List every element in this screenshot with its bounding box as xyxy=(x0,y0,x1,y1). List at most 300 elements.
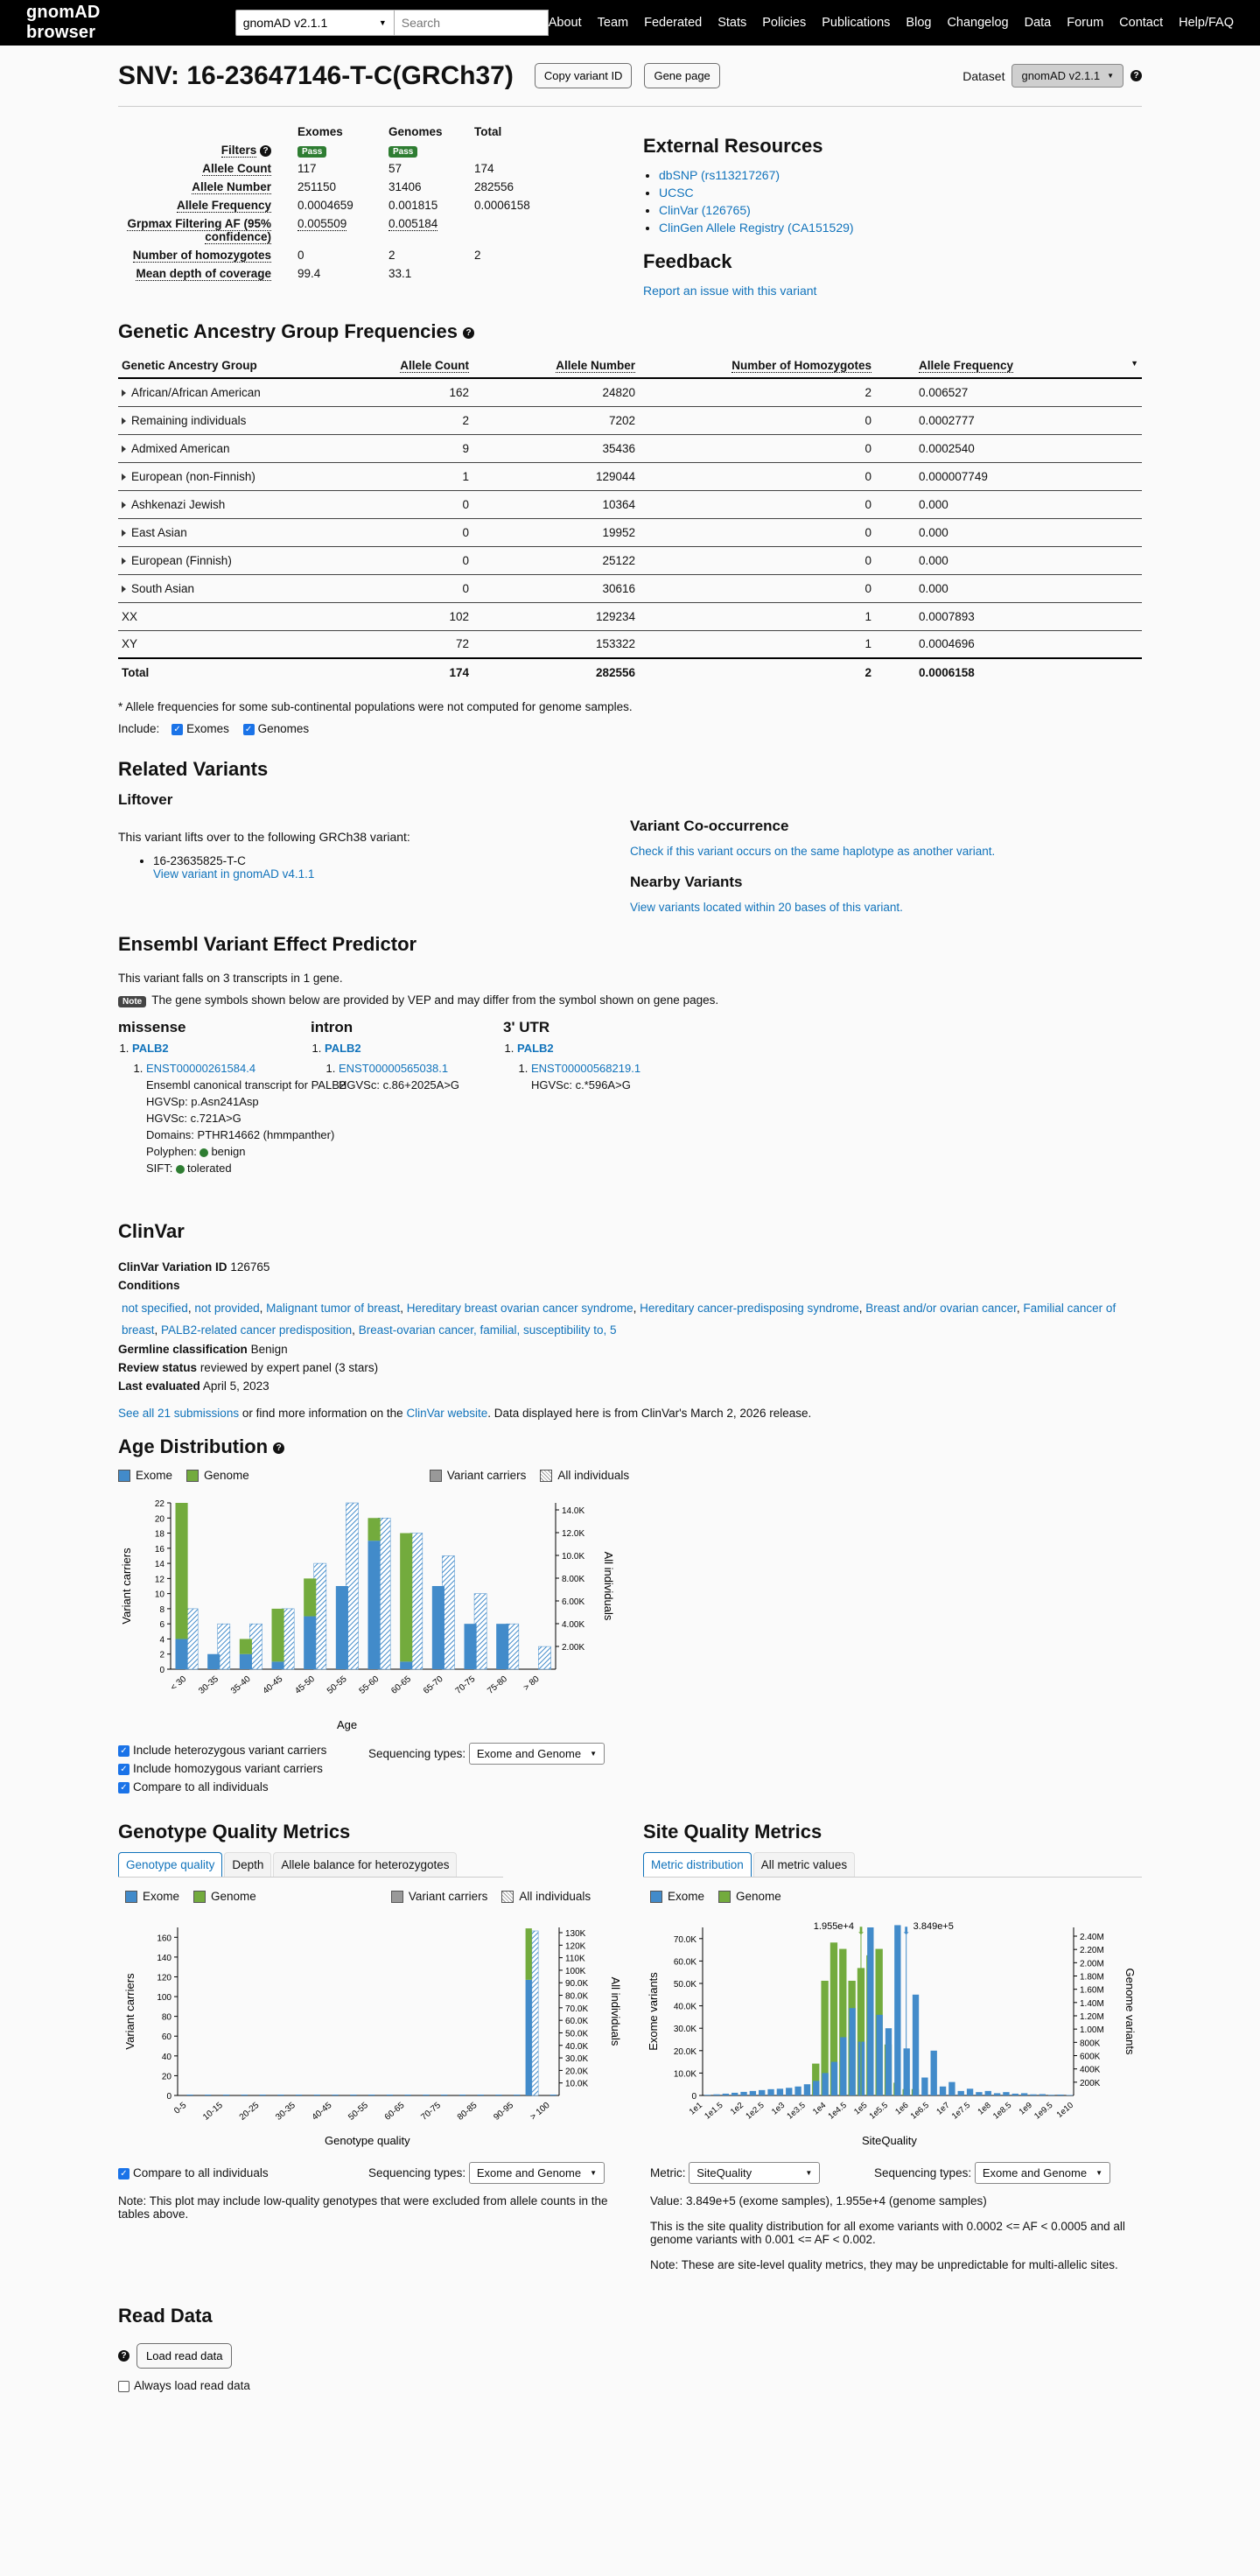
table-row[interactable] xyxy=(118,378,1142,406)
external-link[interactable]: ClinVar (126765) xyxy=(659,203,751,217)
exome-bar xyxy=(822,2073,828,2095)
ancestry-group-name: South Asian xyxy=(131,581,195,595)
condition-link[interactable]: Breast and/or ovarian cancer xyxy=(865,1302,1017,1315)
utr-transcript-link[interactable]: ENST00000568219.1 xyxy=(531,1062,641,1075)
exome-bar xyxy=(886,2028,892,2095)
tab-metric-distribution[interactable]: Metric distribution xyxy=(643,1852,752,1877)
help-icon[interactable]: ? xyxy=(118,2350,130,2362)
load-read-data-button[interactable]: Load read data xyxy=(136,2343,232,2369)
y-tick-label: 16 xyxy=(154,1544,164,1555)
dataset-dropdown[interactable] xyxy=(1012,64,1124,88)
dataset-selector xyxy=(962,64,1142,88)
chevron-down-icon: ▼ xyxy=(805,2169,813,2177)
nav-link-publications[interactable]: Publications xyxy=(822,16,891,30)
y-tick-label: 0 xyxy=(691,2092,696,2102)
tab-depth[interactable]: Depth xyxy=(224,1852,271,1877)
condition-link[interactable]: Breast-ovarian cancer, familial, susceptibility to, 5 xyxy=(358,1323,617,1337)
age-compare-checkbox[interactable]: ✓ xyxy=(118,1782,130,1793)
sq-seq-select[interactable] xyxy=(975,2162,1110,2184)
exome-bar xyxy=(767,2089,774,2095)
external-link[interactable]: UCSC xyxy=(659,186,694,200)
gq-title: Genotype Quality Metrics xyxy=(118,1821,351,1843)
y2-tick-label: 120K xyxy=(565,1941,586,1952)
nav-link-federated[interactable]: Federated xyxy=(644,16,703,30)
tab-all-metric-values[interactable]: All metric values xyxy=(753,1852,855,1877)
x-tick-label: 20-25 xyxy=(237,2100,262,2123)
summary-total-value: 282556 xyxy=(474,180,514,193)
table-row[interactable] xyxy=(118,434,1142,462)
x-tick-label: 75-80 xyxy=(486,1674,509,1696)
y-tick-label: 70.0K xyxy=(673,1934,696,1945)
y2-tick-label: 2.00M xyxy=(1080,1959,1104,1969)
help-icon[interactable]: ? xyxy=(463,327,474,339)
exome-bar xyxy=(526,1980,532,2095)
ancestry-group-name: Ashkenazi Jewish xyxy=(131,497,226,511)
y2-tick-label: 1.20M xyxy=(1080,2012,1104,2022)
clinvar-title: ClinVar xyxy=(118,1220,185,1242)
exome-bar xyxy=(207,1654,220,1669)
ancestry-allele-frequency: 0.0002540 xyxy=(875,434,1142,462)
summary-row-label: Grpmax Filtering AF (95% confidence) xyxy=(127,217,271,243)
legend-carriers: Variant carriers xyxy=(408,1890,488,1903)
nav-link-contact[interactable]: Contact xyxy=(1119,16,1164,30)
report-issue-link[interactable]: Report an issue with this variant xyxy=(643,284,817,298)
ancestry-allele-count: 72 xyxy=(372,630,472,658)
x-tick-label: 1e9.5 xyxy=(1032,2100,1055,2122)
hom-checkbox[interactable]: ✓ xyxy=(118,1764,130,1775)
ancestry-allele-count: 1 xyxy=(372,462,472,490)
exome-bar xyxy=(1003,2092,1009,2095)
summary-col-genomes: Genomes xyxy=(388,125,443,138)
summary-row xyxy=(118,178,544,196)
marker-label: 1.955e+4 xyxy=(813,1921,854,1932)
nav-link-policies[interactable]: Policies xyxy=(762,16,807,30)
evaluated-value: April 5, 2023 xyxy=(202,1379,270,1393)
chevron-down-icon: ▼ xyxy=(590,2169,598,2177)
chevron-down-icon: ▼ xyxy=(590,1750,598,1758)
x-tick-label: 10-15 xyxy=(201,2100,225,2123)
sq-legend xyxy=(643,1890,1151,1903)
exome-bar xyxy=(732,2093,738,2095)
age-seq-select[interactable] xyxy=(469,1743,605,1765)
carriers-swatch xyxy=(391,1891,403,1903)
tolerated-dot-icon xyxy=(176,1165,185,1174)
nav-link-about[interactable]: About xyxy=(548,16,582,30)
y2-tick-label: 2.40M xyxy=(1080,1933,1104,1942)
col-allele-number[interactable] xyxy=(472,354,639,378)
missense-transcript-link[interactable]: ENST00000261584.4 xyxy=(146,1062,256,1075)
table-row[interactable] xyxy=(118,490,1142,518)
y-tick-label: 30.0K xyxy=(673,2025,696,2035)
liftover-variant-item xyxy=(153,854,630,881)
summary-row-label: Number of homozygotes xyxy=(132,249,271,262)
chevron-down-icon: ▼ xyxy=(1107,72,1114,80)
x-tick-label: 1e8 xyxy=(976,2100,993,2117)
evaluated-label: Last evaluated xyxy=(118,1379,200,1393)
clinvar-website-link[interactable]: ClinVar website xyxy=(406,1407,488,1420)
col-homozygotes-label: Number of Homozygotes xyxy=(732,359,872,372)
legend-exome: Exome xyxy=(668,1890,705,1903)
y2-tick-label: 14.0K xyxy=(562,1506,585,1516)
x-tick-label: 35-40 xyxy=(228,1674,253,1696)
gq-seq-label: Sequencing types: xyxy=(368,2166,466,2179)
see-all-submissions-link[interactable]: See all 21 submissions xyxy=(118,1407,240,1420)
table-row xyxy=(118,602,1142,630)
exome-bar xyxy=(967,2088,973,2095)
intron-gene-link[interactable]: PALB2 xyxy=(325,1042,361,1055)
gq-compare-checkbox[interactable]: ✓ xyxy=(118,2168,130,2179)
dataset-dropdown-value: gnomAD v2.1.1 xyxy=(1021,69,1101,82)
view-v4-link[interactable]: View variant in gnomAD v4.1.1 xyxy=(153,867,315,881)
germline-value: Benign xyxy=(250,1343,288,1356)
y2-tick-label: 2.00K xyxy=(562,1643,585,1653)
expand-caret-icon[interactable] xyxy=(122,502,126,509)
y2-tick-label: 20.0K xyxy=(565,2067,589,2077)
exome-bar xyxy=(804,2084,810,2095)
pass-badge: Pass xyxy=(298,146,326,158)
help-icon[interactable]: ? xyxy=(1130,70,1142,81)
ancestry-allele-frequency: 0.000 xyxy=(875,518,1142,546)
x-tick-label: 70-75 xyxy=(419,2100,443,2123)
ancestry-group-name: East Asian xyxy=(131,525,187,539)
nav-link-forum[interactable]: Forum xyxy=(1067,16,1104,30)
genome-bar xyxy=(272,1609,284,1661)
gq-legend xyxy=(118,1890,643,1903)
ancestry-section xyxy=(118,320,1142,735)
nearby-variants-link[interactable]: View variants located within 20 bases of this variant. xyxy=(630,901,903,914)
metric-label: Metric: xyxy=(650,2166,686,2179)
external-link-item xyxy=(659,221,854,235)
expand-caret-icon[interactable] xyxy=(122,390,126,397)
include-genomes-checkbox[interactable]: ✓ xyxy=(243,724,255,735)
top-nav xyxy=(0,0,1260,46)
legend-genome: Genome xyxy=(211,1890,256,1903)
y-tick-label: 140 xyxy=(157,1953,172,1963)
legend-carriers: Variant carriers xyxy=(446,1469,527,1482)
sq-note: Note: These are site-level quality metrics, they may be unpredictable for multi-allelic sites. xyxy=(650,2258,1118,2271)
y-tick-label: 18 xyxy=(154,1529,164,1540)
ancestry-group-name: African/African American xyxy=(131,385,261,399)
exome-bar xyxy=(976,2092,982,2095)
summary-exomes-value: 99.4 xyxy=(298,267,321,280)
external-links-list xyxy=(643,168,854,235)
external-resources xyxy=(643,123,854,298)
x-axis-label: Age xyxy=(337,1718,358,1731)
sift-value: tolerated xyxy=(186,1162,232,1175)
tab-allele-balance[interactable]: Allele balance for heterozygotes xyxy=(273,1852,457,1877)
table-row[interactable] xyxy=(118,574,1142,602)
y-tick-label: 20 xyxy=(161,2072,172,2082)
variant-header xyxy=(118,46,1142,107)
ancestry-allele-frequency: 0.000 xyxy=(875,574,1142,602)
chevron-down-icon: ▼ xyxy=(1096,2169,1103,2177)
summary-row xyxy=(118,246,544,264)
legend-genome: Genome xyxy=(736,1890,781,1903)
expand-caret-icon[interactable] xyxy=(122,530,126,537)
summary-genomes-value: 0.001815 xyxy=(388,199,438,212)
summary-total-value: 2 xyxy=(474,249,481,262)
exome-bar xyxy=(368,1541,381,1669)
missense-title: missense xyxy=(118,1019,186,1035)
summary-genomes-value: 57 xyxy=(388,162,402,175)
ancestry-homozygotes: 0 xyxy=(639,574,875,602)
tab-genotype-quality[interactable]: Genotype quality xyxy=(118,1852,222,1877)
total-homozygotes: 2 xyxy=(639,658,875,686)
y2-tick-label: 50.0K xyxy=(565,2029,589,2039)
exome-bar xyxy=(867,1927,873,2095)
summary-row xyxy=(118,264,544,283)
all-individuals-bar xyxy=(532,1931,538,2095)
x-tick-label: 50-55 xyxy=(346,2100,370,2123)
total-allele-count: 174 xyxy=(372,658,472,686)
y-tick-label: 50.0K xyxy=(673,1980,696,1990)
y-tick-label: 60.0K xyxy=(673,1957,696,1968)
vep-intron xyxy=(311,1019,503,1176)
genotype-quality-chart xyxy=(118,1906,643,2153)
total-label: Total xyxy=(118,658,372,686)
exome-bar xyxy=(786,2088,792,2095)
nav-link-changelog[interactable]: Changelog xyxy=(947,16,1009,30)
external-link[interactable]: dbSNP (rs113217267) xyxy=(659,168,780,182)
exome-bar xyxy=(740,2092,746,2095)
missense-line: HGVSc: c.721A>G xyxy=(146,1112,242,1125)
y2-tick-label: 4.00K xyxy=(562,1620,585,1630)
gq-tabs xyxy=(118,1852,503,1878)
x-tick-label: 1e1 xyxy=(687,2100,704,2117)
y2-tick-label: 100K xyxy=(565,1966,586,1976)
nav-link-help-faq[interactable]: Help/FAQ xyxy=(1179,16,1234,30)
page-content xyxy=(118,46,1142,2392)
y-tick-label: 10 xyxy=(154,1590,164,1600)
ancestry-allele-frequency: 0.0002777 xyxy=(875,406,1142,434)
condition-link[interactable]: Hereditary cancer-predisposing syndrome xyxy=(640,1302,859,1315)
missense-line: Ensembl canonical transcript for PALB2 xyxy=(146,1078,346,1091)
ancestry-homozygotes: 0 xyxy=(639,462,875,490)
table-row[interactable] xyxy=(118,518,1142,546)
y-tick-label: 6 xyxy=(159,1620,164,1631)
age-compare-label: Compare to all individuals xyxy=(133,1780,269,1793)
y2-tick-label: 40.0K xyxy=(565,2041,589,2052)
col-allele-count-label: Allele Count xyxy=(400,359,469,372)
gq-note: Note: This plot may include low-quality genotypes that were excluded from allele counts in the tables above. xyxy=(118,2194,608,2221)
ancestry-group-name: European (non-Finnish) xyxy=(131,469,256,483)
utr-gene-link[interactable]: PALB2 xyxy=(517,1042,554,1055)
read-data-title: Read Data xyxy=(118,2305,213,2327)
help-icon[interactable]: ? xyxy=(260,145,271,157)
brand-logo[interactable]: gnomAD browser xyxy=(26,3,101,42)
table-row[interactable] xyxy=(118,462,1142,490)
x-tick-label: 0-5 xyxy=(172,2100,189,2116)
condition-link[interactable]: PALB2-related cancer predisposition xyxy=(161,1323,353,1337)
intron-transcript-link[interactable]: ENST00000565038.1 xyxy=(339,1062,449,1075)
clinvar-id-label: ClinVar Variation ID xyxy=(118,1260,228,1274)
include-filters xyxy=(118,722,1142,735)
exome-bar xyxy=(304,1617,316,1669)
chevron-down-icon: ▼ xyxy=(378,18,387,27)
site-quality-chart xyxy=(643,1906,1151,2153)
gq-seq-select[interactable] xyxy=(469,2162,605,2184)
ancestry-title xyxy=(118,320,1142,343)
y2-tick-label: 1.80M xyxy=(1080,1972,1104,1983)
summary-row xyxy=(118,159,544,178)
summary-row xyxy=(118,214,544,246)
col-ancestry-group[interactable]: Genetic Ancestry Group xyxy=(118,354,372,378)
condition-link[interactable]: Familial cancer of breast xyxy=(122,1302,1116,1337)
y-axis-label: Exome variants xyxy=(647,1972,660,2051)
y-tick-label: 8 xyxy=(159,1604,164,1615)
col-allele-number-label: Allele Number xyxy=(556,359,635,372)
summary-col-exomes: Exomes xyxy=(298,125,343,138)
y-tick-label: 0 xyxy=(159,1666,164,1675)
y2-tick-label: 1.40M xyxy=(1080,1998,1104,2009)
pass-badge: Pass xyxy=(388,146,417,158)
exome-bar xyxy=(400,1661,412,1669)
table-row[interactable] xyxy=(118,406,1142,434)
condition-link[interactable]: not provided xyxy=(194,1302,260,1315)
col-allele-count[interactable] xyxy=(372,354,472,378)
x-tick-label: 1e1.5 xyxy=(703,2100,725,2122)
condition-link[interactable]: Malignant tumor of breast xyxy=(266,1302,401,1315)
gene-page-button[interactable]: Gene page xyxy=(644,63,719,88)
all-individuals-swatch xyxy=(501,1891,514,1903)
ancestry-title-text: Genetic Ancestry Group Frequencies xyxy=(118,320,458,342)
col-homozygotes[interactable] xyxy=(639,354,875,378)
utr-hgvsc: HGVSc: c.*596A>G xyxy=(531,1078,631,1091)
nav-link-blog[interactable]: Blog xyxy=(906,16,932,30)
legend-all: All individuals xyxy=(519,1890,592,1903)
always-load-checkbox[interactable] xyxy=(118,2381,130,2392)
expand-caret-icon[interactable] xyxy=(122,418,126,425)
ancestry-group-name: XY xyxy=(122,637,138,651)
nav-link-data[interactable]: Data xyxy=(1024,16,1052,30)
x-axis-label: SiteQuality xyxy=(862,2134,917,2147)
include-genomes-label: Genomes xyxy=(257,722,310,735)
ancestry-table xyxy=(118,354,1142,686)
summary-row xyxy=(118,196,544,214)
genome-swatch xyxy=(718,1891,731,1903)
cooccurrence-link[interactable]: Check if this variant occurs on the same haplotype as another variant. xyxy=(630,845,996,858)
exome-bar xyxy=(240,1654,252,1669)
ancestry-allele-count: 9 xyxy=(372,434,472,462)
y-tick-label: 120 xyxy=(157,1973,172,1983)
x-tick-label: 1e2 xyxy=(728,2100,746,2117)
exome-bar xyxy=(176,1639,188,1669)
y2-tick-label: 60.0K xyxy=(565,2017,589,2027)
sq-desc: This is the site quality distribution for all exome variants with 0.0002 <= AF < 0.0005 and all genome variants with 0.001 <= AF < 0.002. xyxy=(650,2220,1125,2246)
include-exomes-checkbox[interactable]: ✓ xyxy=(172,724,183,735)
external-link[interactable]: ClinGen Allele Registry (CA151529) xyxy=(659,221,854,235)
x-tick-label: 1e9 xyxy=(1017,2100,1034,2117)
ancestry-allele-number: 10364 xyxy=(472,490,639,518)
clinvar-id-value: 126765 xyxy=(230,1260,270,1274)
ancestry-allele-number: 24820 xyxy=(472,378,639,406)
help-icon[interactable]: ? xyxy=(273,1442,284,1454)
table-total-row xyxy=(118,658,1142,686)
search-input[interactable] xyxy=(395,10,549,36)
table-row xyxy=(118,630,1142,658)
age-seq-value: Exome and Genome xyxy=(476,1747,582,1760)
y2-tick-label: 200K xyxy=(1080,2078,1101,2088)
total-allele-frequency: 0.0006158 xyxy=(875,658,1142,686)
x-tick-label: 1e4 xyxy=(811,2100,829,2117)
conditions-list: not specified, not provided, Malignant tumor of breast, Hereditary breast ovarian cancer syndrome, Hereditary cancer-predisposing syndrome, Breast and/or ovarian cancer, Familial cancer of breast, PALB2-related cancer predisposition, Breast-ovarian cancer, familial, susceptibility to, 5 xyxy=(122,1302,1116,1337)
germline-label: Germline classification xyxy=(118,1343,248,1356)
y2-tick-label: 12.0K xyxy=(562,1529,585,1539)
sift-label: SIFT: xyxy=(146,1162,173,1175)
all-individuals-swatch xyxy=(540,1470,552,1482)
y-tick-label: 80 xyxy=(161,2012,172,2023)
condition-link[interactable]: not specified xyxy=(122,1302,188,1315)
intron-title: intron xyxy=(311,1019,354,1035)
ancestry-homozygotes: 1 xyxy=(639,630,875,658)
condition-link[interactable]: Hereditary breast ovarian cancer syndrome xyxy=(406,1302,634,1315)
expand-caret-icon[interactable] xyxy=(122,586,126,593)
x-tick-label: 1e5.5 xyxy=(867,2100,890,2122)
ancestry-allele-frequency: 0.000 xyxy=(875,546,1142,574)
summary-exomes-value: 0.005509 xyxy=(298,217,347,230)
table-row[interactable] xyxy=(118,546,1142,574)
y2-tick-label: 600K xyxy=(1080,2052,1101,2062)
y2-tick-label: 800K xyxy=(1080,2039,1101,2049)
expand-caret-icon[interactable] xyxy=(122,474,126,481)
liftover-title: Liftover xyxy=(118,791,173,808)
summary-table xyxy=(118,123,544,283)
ancestry-allele-count: 2 xyxy=(372,406,472,434)
clinvar-release-text: . Data displayed here is from ClinVar's March 2, 2026 release. xyxy=(487,1407,812,1420)
x-tick-label: 70-75 xyxy=(453,1674,478,1696)
dataset-select-value: gnomAD v2.1.1 xyxy=(242,16,328,30)
ancestry-allele-count: 0 xyxy=(372,518,472,546)
nav-link-team[interactable]: Team xyxy=(597,16,629,30)
nav-link-stats[interactable]: Stats xyxy=(718,16,747,30)
dataset-select[interactable] xyxy=(235,10,395,36)
x-tick-label: 1e3 xyxy=(769,2100,788,2117)
metric-select[interactable] xyxy=(689,2162,820,2184)
exome-bar xyxy=(840,2037,846,2095)
exome-bar xyxy=(994,2093,1000,2095)
external-resources-title: External Resources xyxy=(643,135,823,157)
missense-gene-link[interactable]: PALB2 xyxy=(132,1042,169,1055)
y2-tick-label: 70.0K xyxy=(565,2004,589,2014)
gq-compare-label: Compare to all individuals xyxy=(133,2166,269,2179)
genotype-quality-section xyxy=(118,1821,643,2271)
expand-caret-icon[interactable] xyxy=(122,558,126,565)
y-tick-label: 20 xyxy=(154,1514,164,1525)
y2-axis-label: All individuals xyxy=(602,1551,615,1621)
genome-swatch xyxy=(186,1470,199,1482)
vep-section xyxy=(118,933,1142,1176)
ancestry-group-name: XX xyxy=(122,609,138,623)
vep-utr xyxy=(503,1019,696,1176)
x-tick-label: 90-95 xyxy=(492,2100,516,2123)
copy-variant-id-button[interactable]: Copy variant ID xyxy=(535,63,633,88)
x-tick-label: 30-35 xyxy=(197,1674,220,1696)
summary-row-label: Allele Count xyxy=(202,162,271,175)
read-data-section xyxy=(118,2305,1142,2392)
liftover-variant: 16-23635825-T-C xyxy=(153,854,246,867)
y2-axis-label: Genome variants xyxy=(1124,1968,1137,2055)
expand-caret-icon[interactable] xyxy=(122,446,126,453)
y2-tick-label: 1.60M xyxy=(1080,1985,1104,1996)
y-tick-label: 12 xyxy=(154,1575,164,1585)
legend-genome: Genome xyxy=(204,1469,249,1482)
ancestry-allele-number: 129234 xyxy=(472,602,639,630)
exome-bar xyxy=(723,2094,729,2095)
x-tick-label: 50-55 xyxy=(325,1674,349,1696)
het-checkbox[interactable]: ✓ xyxy=(118,1745,130,1757)
col-allele-frequency[interactable] xyxy=(875,354,1142,378)
exome-swatch xyxy=(125,1891,137,1903)
